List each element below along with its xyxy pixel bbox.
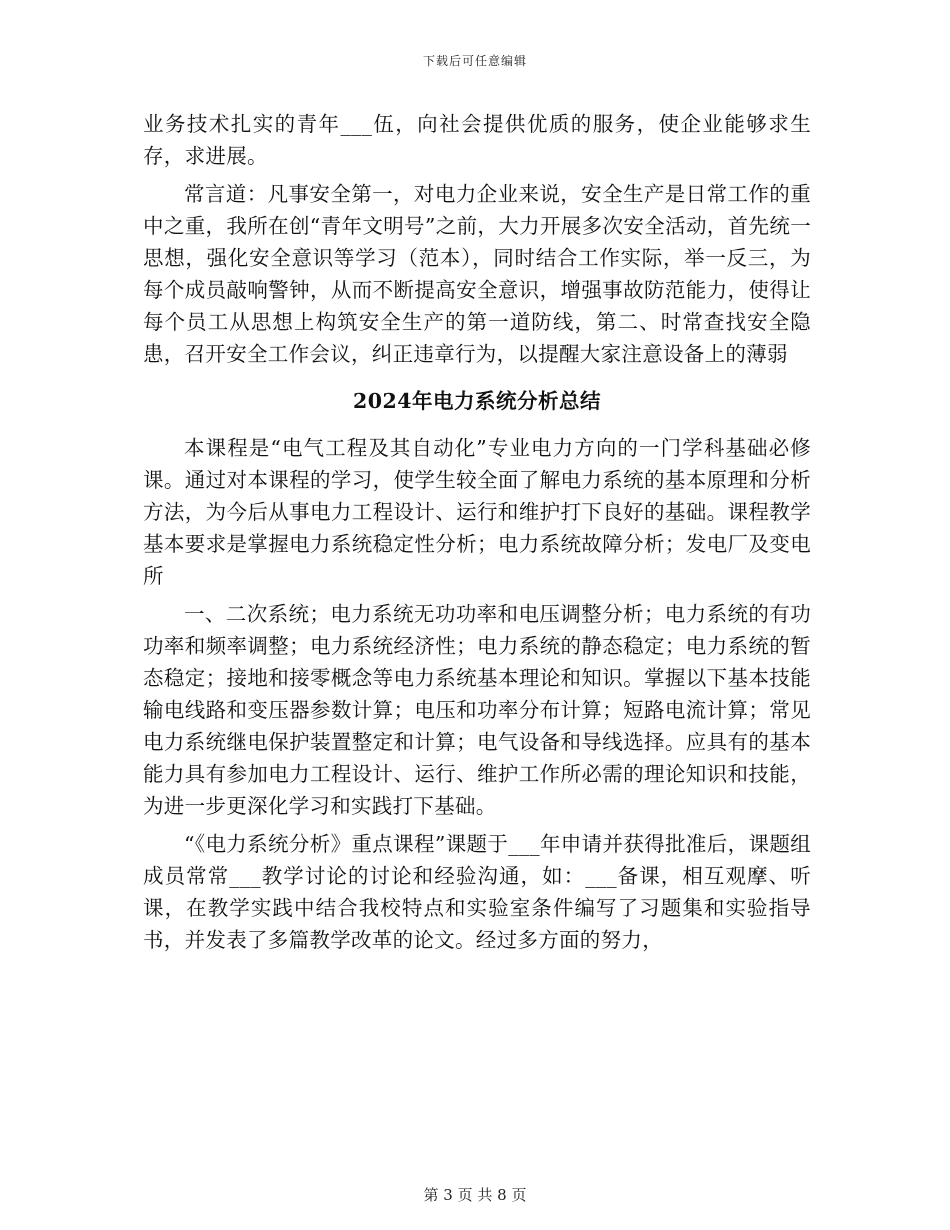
document-body bbox=[143, 108, 811, 956]
page-footer: 第 3 页 共 8 页 bbox=[423, 1186, 527, 1204]
paragraph-course-content: 一、二次系统；电力系统无功功率和电压调整分析；电力系统的有功功率和频率调整；电力系统经济性；电力系统的静态稳定；电力系统的暂态稳定；接地和接零概念等电力系统基本理论和知识。掌握以下基本技能输电线路和变压器参数计算；电压和功率分布计算；短路电流计算；常见电力系统继电保护装置整定和计算；电气设备和导线选择。应具有的基本能力具有参加电力工程设计、运行、维护工作所必需的理论知识和技能，为进一步更深化学习和实践打下基础。 bbox=[143, 602, 811, 818]
paragraph-course-intro: 本课程是“电气工程及其自动化”专业电力方向的一门学科基础必修课。通过对本课程的学习，使学生较全面了解电力系统的基本原理和分析方法，为今后从事电力工程设计、运行和维护打下良好的基础。课程教学基本要求是掌握电力系统稳定性分析；电力系统故障分析；发电厂及变电所 bbox=[143, 436, 811, 588]
section-title: 2024年电力系统分析总结 bbox=[352, 389, 602, 413]
page-header: 下载后可任意编辑 bbox=[422, 54, 527, 68]
paragraph-continuation: 业务技术扎实的青年___伍，向社会提供优质的服务，使企业能够求生存，求进展。 bbox=[143, 112, 811, 168]
paragraph-safety: 常言道：凡事安全第一，对电力企业来说，安全生产是日常工作的重中之重，我所在创“青年文明号”之前，大力开展多次安全活动，首先统一思想，强化安全意识等学习（范本），同时结合工作实际，举一反三，为每个成员敲响警钟，从而不断提高安全意识，增强事故防范能力，使得让每个员工从思想上构筑安全生产的第一道防线，第二、时常查找安全隐患，召开安全工作会议，纠正违章行为，以提醒大家注意设备上的薄弱 bbox=[143, 182, 811, 366]
paragraph-key-course: “《电力系统分析》重点课程”课题于___年申请并获得批准后，课题组成员常常___教学讨论的讨论和经验沟通，如：___备课，相互观摩、听课，在教学实践中结合我校特点和实验室条件编写了习题集和实验指导书，并发表了多篇教学改革的论文。经过多方面的努力， bbox=[143, 832, 811, 952]
